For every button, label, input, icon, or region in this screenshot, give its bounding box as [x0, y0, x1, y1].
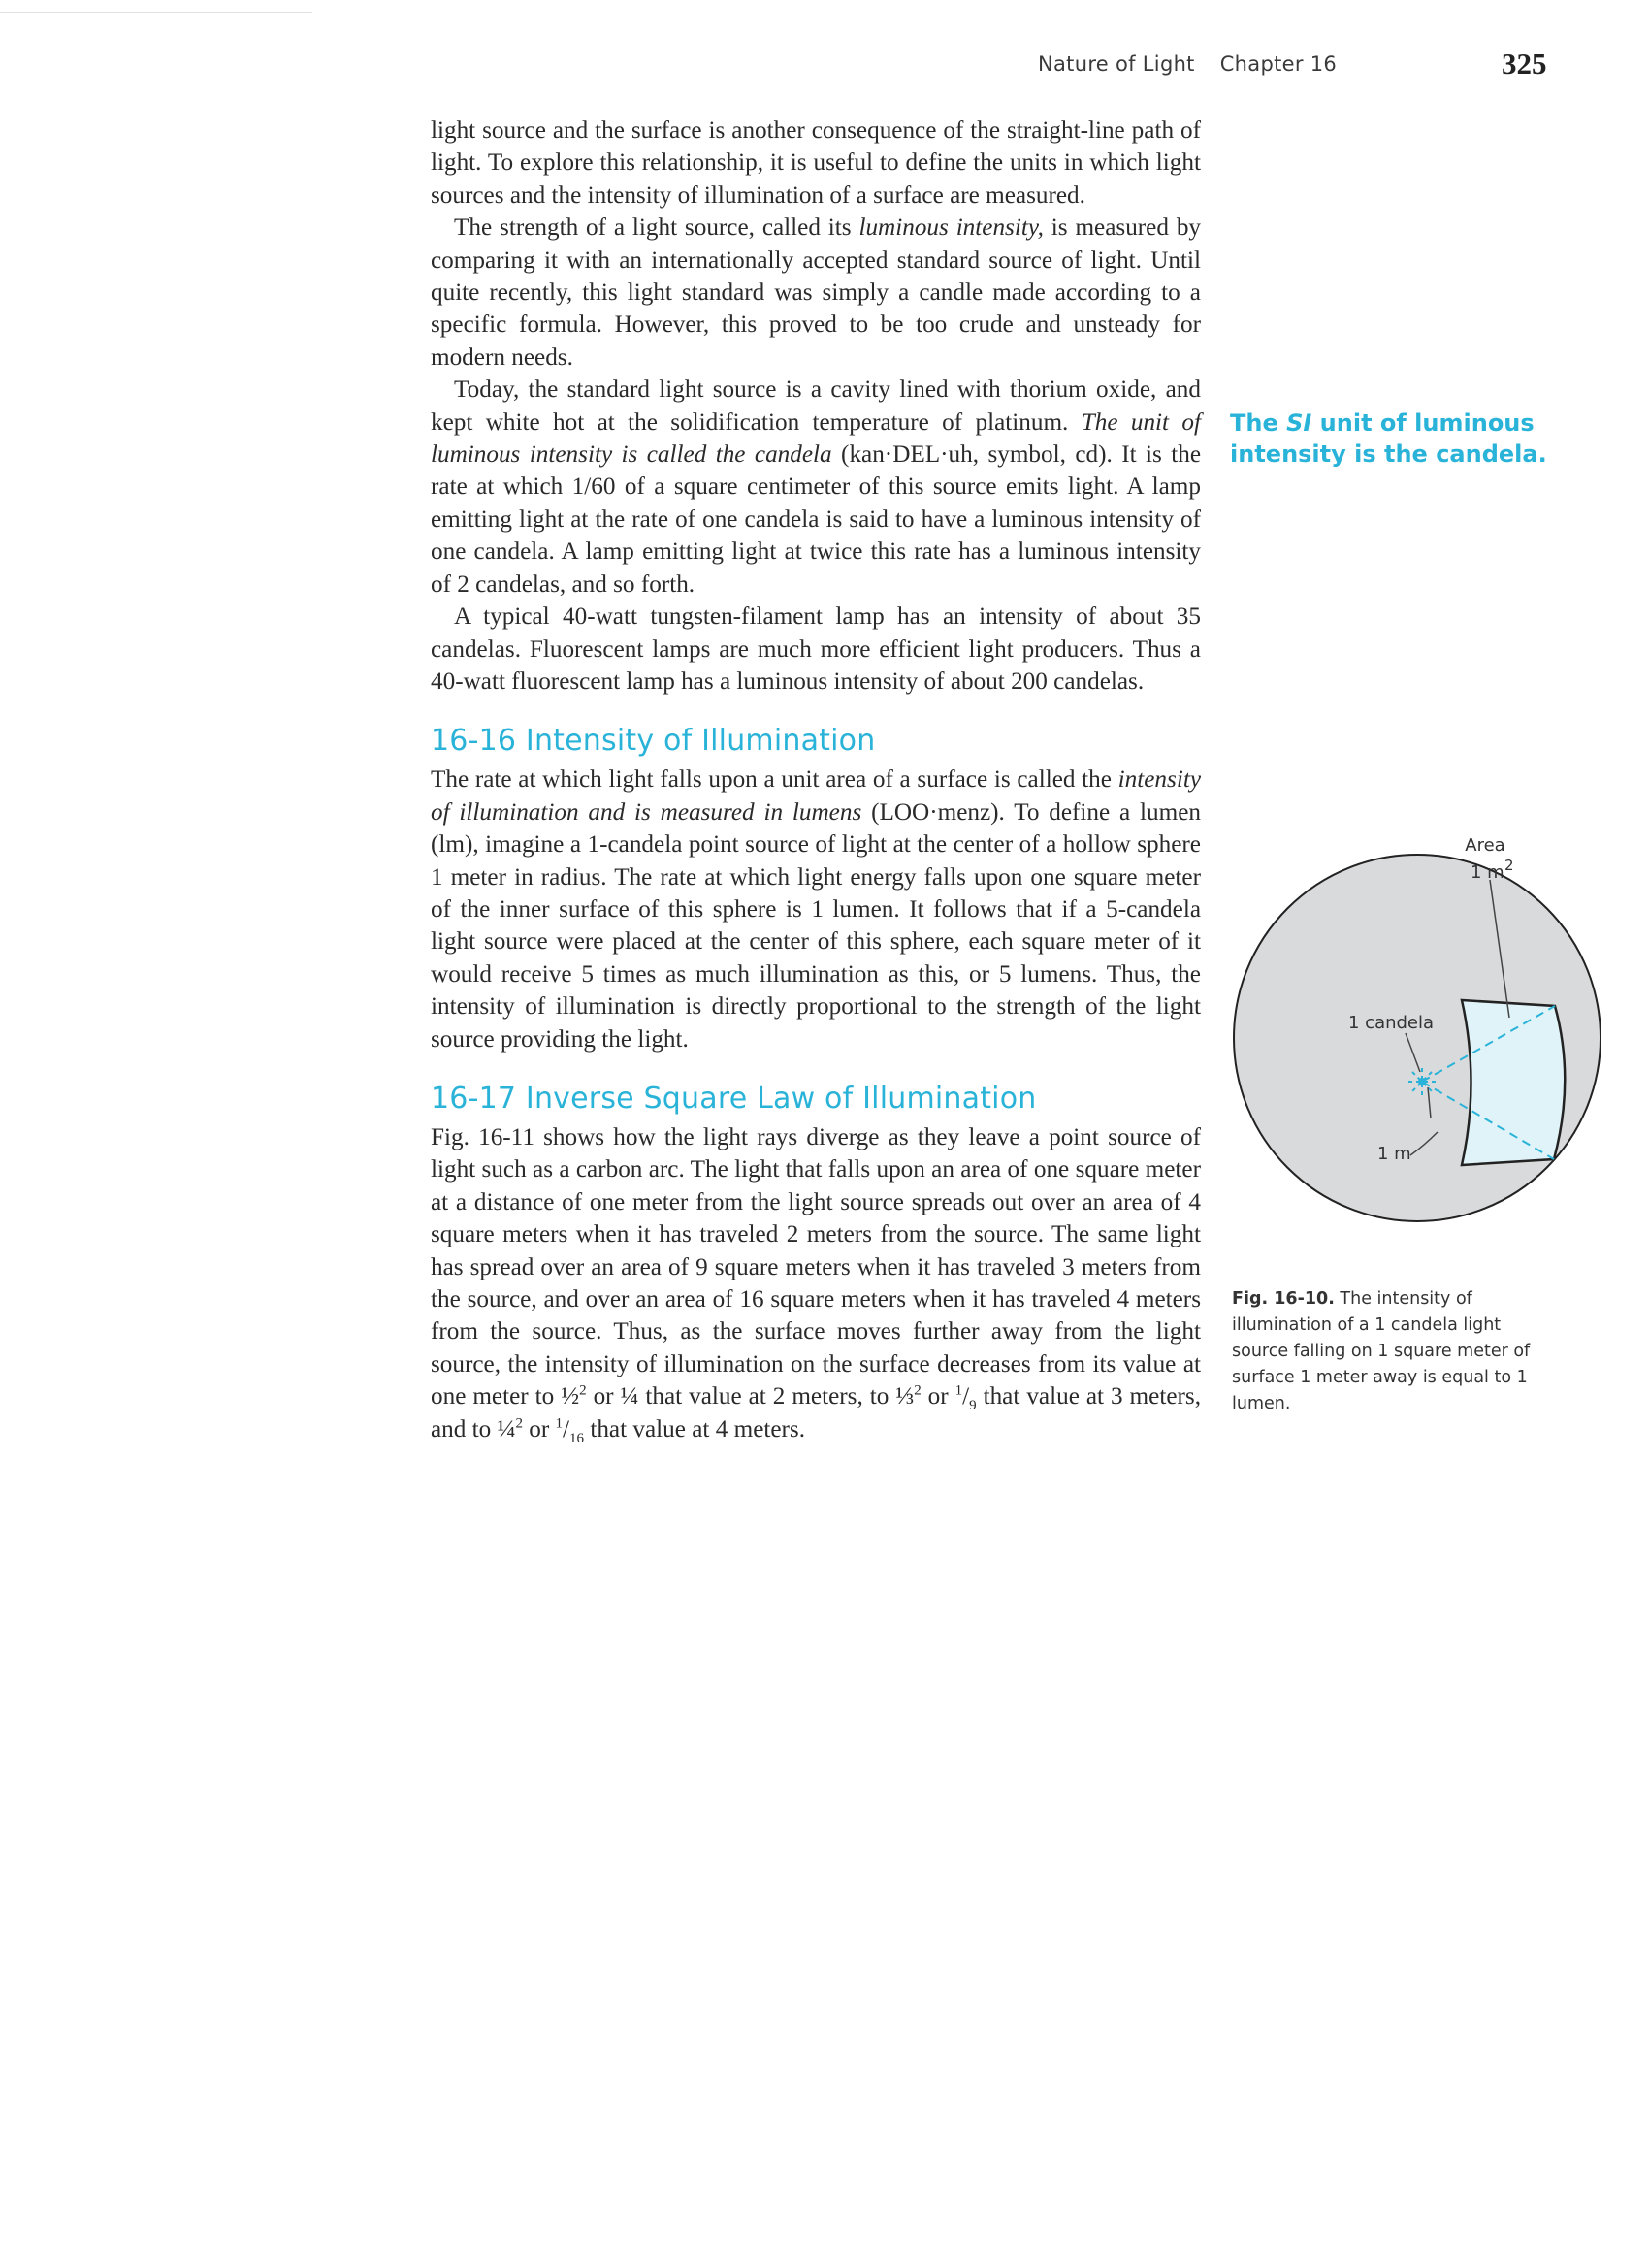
running-head-chapter: Chapter 16	[1219, 52, 1338, 76]
text-run: that value at 4 meters.	[584, 1415, 806, 1442]
fraction-ninth: $^1/_9$	[954, 1382, 977, 1414]
text-run: or	[522, 1415, 556, 1442]
paragraph-inverse-square-law	[431, 1121, 1201, 1445]
fraction-denominator: 9	[969, 1398, 977, 1414]
fraction-numerator: 1	[555, 1415, 564, 1432]
fraction-sixteenth: $^1/_{16}$	[555, 1415, 585, 1446]
running-head	[1038, 52, 1337, 76]
text-run: (kan·DEL·uh, symbol, cd). It is the rate at which 1/60 of a square centimeter of this source emits light. A lamp emitting light at the rate of one candela is said to have a luminous intensity of one candela. A lamp emitting light at twice this rate has a luminous intensity of 2 candelas, and so forth.	[431, 441, 1201, 598]
section-heading-16-17: 16-17 Inverse Square Law of Illumination	[431, 1081, 1037, 1116]
paragraph-continued: light source and the surface is another consequence of the straight-line path of light. To explore this relationship, it is useful to define the units in which light sources and the intensity of illumination of a surface are measured.	[431, 117, 1201, 209]
main-text-column	[431, 114, 1201, 1445]
figure-16-10	[1230, 829, 1608, 1276]
text-run: The strength of a light source, called its	[454, 214, 859, 242]
caption-text: The intensity of illumination of a 1 candela light source falling on 1 square meter of surface 1 meter away is equal to 1 lumen.	[1232, 1289, 1531, 1413]
text-run: is measured by comparing it with an internationally accepted standard source of light. Until quite recently, this light standard was simply a candle made according to a specific formula. However, this proved to be too crude and unsteady for modern needs.	[431, 214, 1202, 371]
term-candela: The unit of luminous intensity is called the candela	[431, 408, 1201, 469]
text-run: or	[921, 1383, 955, 1410]
one-square-meter-patch	[1462, 1000, 1565, 1165]
fraction-quarter: ¼	[497, 1415, 516, 1442]
paragraph-intensity-of-illumination	[431, 763, 1201, 1055]
text-run: Today, the standard light source is a cavity lined with thorium oxide, and kept white hot at the solidification temperature of platinum.	[431, 376, 1201, 436]
paragraph-lamp-examples: A typical 40-watt tungsten-filament lamp has an intensity of about 35 candelas. Fluorescent lamps are much more efficient light producers. Thus a 40-watt fluorescent lamp has a luminous intensity of about 200 candelas.	[431, 603, 1201, 695]
page-number: 325	[1502, 47, 1547, 81]
term-intensity-of-illumination: intensity of illumination and is measured in lumens	[431, 766, 1201, 826]
scan-edge-line	[0, 12, 312, 13]
running-head-title: Nature of Light	[1038, 52, 1195, 76]
area-value: 1 m	[1471, 862, 1504, 883]
figure-caption	[1232, 1286, 1552, 1417]
text-run: that value at 3 meters, and to	[431, 1383, 1201, 1442]
fraction-quarter: ¼	[620, 1383, 639, 1410]
text-run: (LOO·menz). To define a lumen (lm), imagine a 1-candela point source of light at the center of a hollow sphere 1 meter in radius. The rate at which light energy falls upon one square meter of the inner surface of this sphere is 1 lumen. It follows that if a 5-candela light source were placed at the center of this sphere, each square meter of it would receive 5 times as much illumination as this, or 5 lumens. Thus, the intensity of illumination is directly proportional to the strength of the light source providing the light.	[431, 798, 1201, 1053]
fraction-third: ⅓	[895, 1383, 915, 1410]
term-si: SI	[1286, 409, 1312, 437]
paragraph-candela	[431, 373, 1201, 600]
area-exponent: 2	[1504, 857, 1514, 874]
candela-label: 1 candela	[1348, 1013, 1435, 1033]
text-run: The rate at which light falls upon a unit area of a surface is called the	[431, 766, 1118, 794]
sphere-diagram	[1230, 829, 1608, 1276]
text-run: that value at 2 meters, to	[638, 1383, 896, 1410]
text-run: unit of luminous intensity is the candela.	[1230, 409, 1547, 468]
text-run: or	[586, 1383, 621, 1410]
fraction-half: ½	[561, 1383, 580, 1410]
exponent: 2	[914, 1382, 922, 1399]
caption-label: Fig. 16-10.	[1232, 1289, 1335, 1309]
fraction-denominator: 16	[569, 1430, 585, 1446]
exponent: 2	[515, 1415, 523, 1432]
margin-note-si-unit	[1230, 407, 1550, 470]
radius-label: 1 m	[1377, 1144, 1411, 1164]
fraction-numerator: 1	[954, 1382, 963, 1399]
text-run: Fig. 16-11 shows how the light rays diverge as they leave a point source of light such as a carbon arc. The light that falls upon an area of one square meter at a distance of one meter from the light source spreads out over an area of 4 square meters when it has traveled 2 meters from the source. The same light has spread over an area of 9 square meters when it has traveled 3 meters from the source, and over an area of 16 square meters when it has traveled 4 meters from the source. Thus, as the surface moves further away from the light source, the intensity of illumination on the surface decreases from its value at one meter to	[431, 1123, 1201, 1410]
area-label: Area	[1465, 835, 1505, 856]
exponent: 2	[579, 1382, 587, 1399]
text-run: The	[1230, 409, 1287, 437]
term-luminous-intensity: luminous intensity,	[858, 214, 1044, 242]
section-heading-16-16: 16-16 Intensity of Illumination	[431, 724, 876, 759]
paragraph-luminous-intensity	[431, 211, 1201, 373]
